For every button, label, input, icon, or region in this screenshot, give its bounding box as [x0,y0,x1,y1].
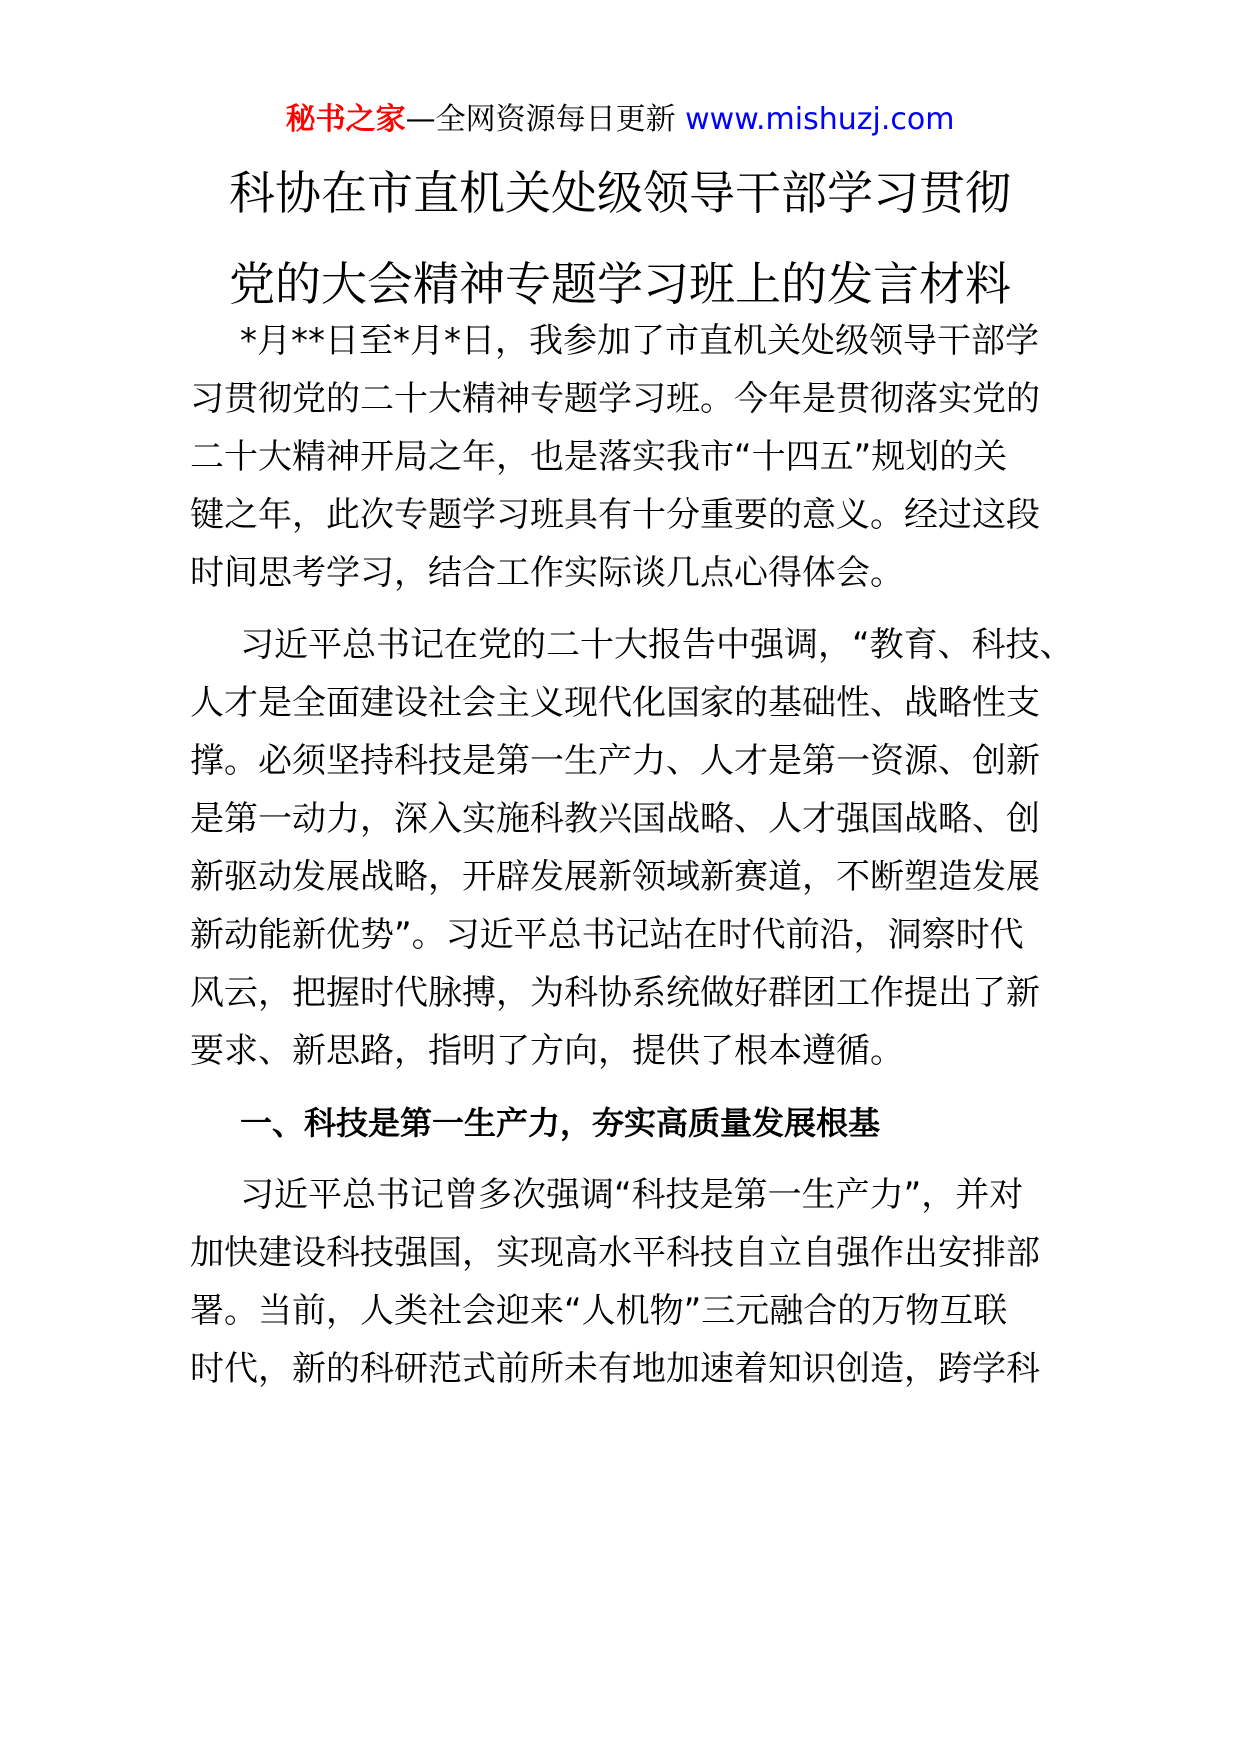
paragraph-2-line-2: 人才是全面建设社会主义现代化国家的基础性、战略性支 [190,683,1040,723]
paragraph-2-line-7: 风云，把握时代脉搏，为科协系统做好群团工作提出了新 [190,973,1040,1013]
paragraph-2-line-4: 是第一动力，深入实施科教兴国战略、人才强国战略、创 [190,799,1040,839]
paragraph-1-line-2: 习贯彻党的二十大精神专题学习班。今年是贯彻落实党的 [190,379,1040,419]
paragraph-2-line-1: 习近平总书记在党的二十大报告中强调，“教育、科技、 [240,625,1074,665]
paragraph-2-line-6: 新动能新优势”。习近平总书记站在时代前沿，洞察时代 [190,915,1024,955]
section-1-line-3: 署。当前，人类社会迎来“人机物”三元融合的万物互联 [190,1291,1008,1331]
paragraph-2-line-3: 撑。必须坚持科技是第一生产力、人才是第一资源、创新 [190,741,1040,781]
site-header [0,100,1240,140]
paragraph-1-line-5: 时间思考学习，结合工作实际谈几点心得体会。 [190,553,904,593]
section-1-line-2: 加快建设科技强国，实现高水平科技自立自强作出安排部 [190,1233,1040,1273]
paragraph-1-line-3: 二十大精神开局之年，也是落实我市“十四五”规划的关 [190,437,1008,477]
paragraph-1-line-1: *月**日至*月*日，我参加了市直机关处级领导干部学 [240,321,1039,361]
brand-name: 秘书之家 [285,102,406,137]
paragraph-1-line-4: 键之年，此次专题学习班具有十分重要的意义。经过这段 [190,495,1040,535]
section-1-heading: 一、科技是第一生产力，夯实高质量发展根基 [240,1104,881,1142]
site-url-link[interactable]: www.mishuzj.com [685,102,955,137]
section-1-line-4: 时代，新的科研范式前所未有地加速着知识创造，跨学科 [190,1349,1040,1389]
paragraph-2-line-5: 新驱动发展战略，开辟发展新领域新赛道，不断塑造发展 [190,857,1040,897]
document-title-line-2: 党的大会精神专题学习班上的发言材料 [229,257,1011,311]
section-1-line-1: 习近平总书记曾多次强调“科技是第一生产力”，并对 [240,1175,1024,1215]
document-title-line-1: 科协在市直机关处级领导干部学习贯彻 [229,166,1011,220]
paragraph-2-line-8: 要求、新思路，指明了方向，提供了根本遵循。 [190,1031,904,1071]
header-tagline: —全网资源每日更新 [405,102,686,137]
